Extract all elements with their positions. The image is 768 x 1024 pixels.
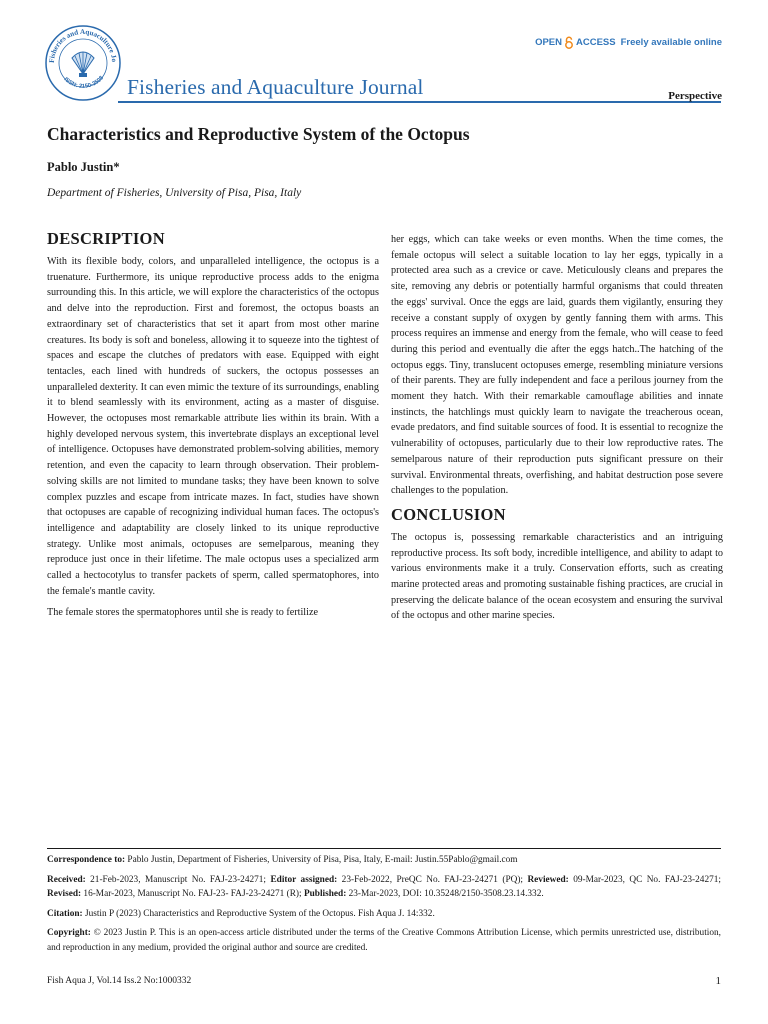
copyright-note	[47, 926, 721, 955]
citation-text: Justin P (2023) Characteristics and Reproductive System of the Octopus. Fish Aqua J. 14:332.	[82, 908, 435, 919]
footnotes	[47, 853, 721, 960]
assigned-label: Editor assigned:	[270, 874, 338, 885]
conclusion-paragraph: The octopus is, possessing remarkable characteristics and an intriguing reproductive process. Its soft body, incredible intelligence, and ability to adapt to various environments make it a truly. Conservation efforts, such as creating marine protected areas and promoting sustainable fishing practices, are crucial in preserving the delicate balance of the ocean ecosystem and ensuring the survival of the octopus and other marine species.	[391, 531, 723, 622]
correspondence-text: Pablo Justin, Department of Fisheries, University of Pisa, Pisa, Italy, E-mail: Justin.55Pablo@gmail.com	[125, 855, 518, 865]
published-label: Published:	[303, 889, 347, 899]
section-heading-conclusion: CONCLUSION	[391, 504, 506, 524]
journal-logo	[44, 24, 122, 102]
correspondence-label: Correspondence to:	[47, 855, 126, 865]
citation-label: Citation:	[47, 908, 83, 919]
body-column-right	[391, 232, 723, 630]
description-paragraph-1: With its flexible body, colors, and unparalleled intelligence, the octopus is a truenature. Furthermore, its unique reproductive process adds to the enigma surrounding this. In this article, we will explore the characteristics of the octopus and delve into the reproduction. First and foremost, the octopus boasts an extraordinary set of characteristics that set it apart from most other marine creatures. Its body is soft and boneless, allowing it to squeeze into the tightest of spaces and escape the clutches of predators with ease. Equipped with eight tentacles, each lined with hundreds of suckers, the octopus possesses an unparalleled dexterity. It can even mimic the texture of its surroundings, enabling it to blend seamlessly with its environment, acting as a master of disguise. However, the octopuses most remarkable attribute lies within its brain. With a highly developed nervous system, this invertebrate displays an exceptional level of intelligence. Octopuses have demonstrated problem-solving abilities, memory retention, and even the capacity to learn through observation. Their problem-solving skills are not limited to mundane tasks; they have been known to solve complex puzzles and escape from intricate mazes. In fact, studies have shown that octopuses are capable of recognizing individual human faces. The octopus's intelligence and adaptability are closely linked to its unique reproductive strategy. Unlike most animals, octopuses are semelparous, meaning they reproduce just once in their lifetime. The male octopus uses a specialized arm called a hectocotylus to transfer packets of sperm, called spermatophores, into the female's mantle cavity.	[47, 256, 379, 597]
author-name: Pablo Justin*	[47, 160, 120, 174]
received-text: 21-Feb-2023, Manuscript No. FAJ-23-24271;	[85, 874, 271, 885]
access-label: ACCESS	[576, 37, 616, 48]
open-access-tagline: Freely available online	[620, 37, 722, 48]
assigned-text: 23-Feb-2022, PreQC No. FAJ-23-24271 (PQ);	[337, 874, 528, 885]
shell-icon	[72, 52, 94, 77]
article-type: Perspective	[668, 90, 722, 102]
open-access-badge	[535, 36, 722, 49]
description-paragraph-2-continued: her eggs, which can take weeks or even months. When the time comes, the female octopus will select a suitable location to lay her eggs, typically in a protected area such as a crevice or cave. Meticulously cleans and prepares the site, removing any debris or potentially harmful organisms that could threaten the eggs' survival. Once the eggs are laid, guards them vigilantly, ensuring they receive a constant supply of oxygen by gently fanning them with arms. This process requires an immense and energy from the female, who will cease to feed during this period and eventually die after the eggs hatch..The hatching of the octopus eggs. Tiny, translucent octopuses emerge, resembling miniature versions of their parents. They are fully independent and face a perilous journey from the moment they hatch. With their remarkable camouflage abilities and innate instincts, the hatchlings must quickly learn to navigate the treacherous ocean, evade predators, and find suitable sources of food. It is essential to recognize the vulnerability of octopuses, particularly due to their low reproductive rates. The semelparous nature of their reproduction puts significant pressure on their survival. Environmental threats, overfishing, and habitat destruction pose severe challenges to the population.	[391, 234, 723, 497]
published-text: 23-Mar-2023, DOI: 10.35248/2150-3508.23.14.332.	[346, 889, 544, 899]
header-rule	[118, 101, 721, 103]
article-title: Characteristics and Reproductive System of the Octopus	[47, 124, 470, 144]
manuscript-history	[47, 873, 721, 902]
reviewed-label: Reviewed:	[527, 874, 569, 885]
page-number: 1	[715, 975, 721, 987]
logo-ring-text: Fisheries and Aquaculture Jo	[47, 27, 119, 64]
page-footer	[47, 976, 721, 986]
journal-reference: Fish Aqua J, Vol.14 Iss.2 No:1000332	[47, 976, 192, 986]
reviewed-text: 09-Mar-2023, QC No. FAJ-23-24271;	[568, 874, 721, 885]
journal-title: Fisheries and Aquaculture Journal	[127, 75, 424, 99]
copyright-text: © 2023 Justin P. This is an open-access article distributed under the terms of the Creative Commons Attribution License, which permits unrestricted use, distribution, and reproduction in any medium, provided the original author and source are credited.	[47, 928, 721, 953]
copyright-label: Copyright:	[47, 928, 91, 938]
received-label: Received:	[47, 874, 86, 885]
footnote-rule	[47, 848, 721, 849]
description-paragraph-2	[0, 0, 1, 1]
correspondence-note	[47, 853, 721, 868]
open-lock-icon	[564, 36, 574, 49]
open-label: OPEN	[535, 37, 563, 48]
logo-issn: ISSN: 2150-3508	[62, 75, 106, 90]
body-column-left	[47, 229, 379, 627]
citation-note	[47, 907, 721, 922]
author-affiliation: Department of Fisheries, University of Pisa, Pisa, Italy	[47, 187, 302, 199]
section-heading-description: DESCRIPTION	[47, 229, 165, 248]
revised-label: Revised:	[47, 889, 82, 899]
revised-text: 16-Mar-2023, Manuscript No. FAJ-23- FAJ-23-24271 (R);	[81, 889, 304, 899]
description-paragraph-2-start: The female stores the spermatophores until she is ready to fertilize	[47, 607, 319, 619]
